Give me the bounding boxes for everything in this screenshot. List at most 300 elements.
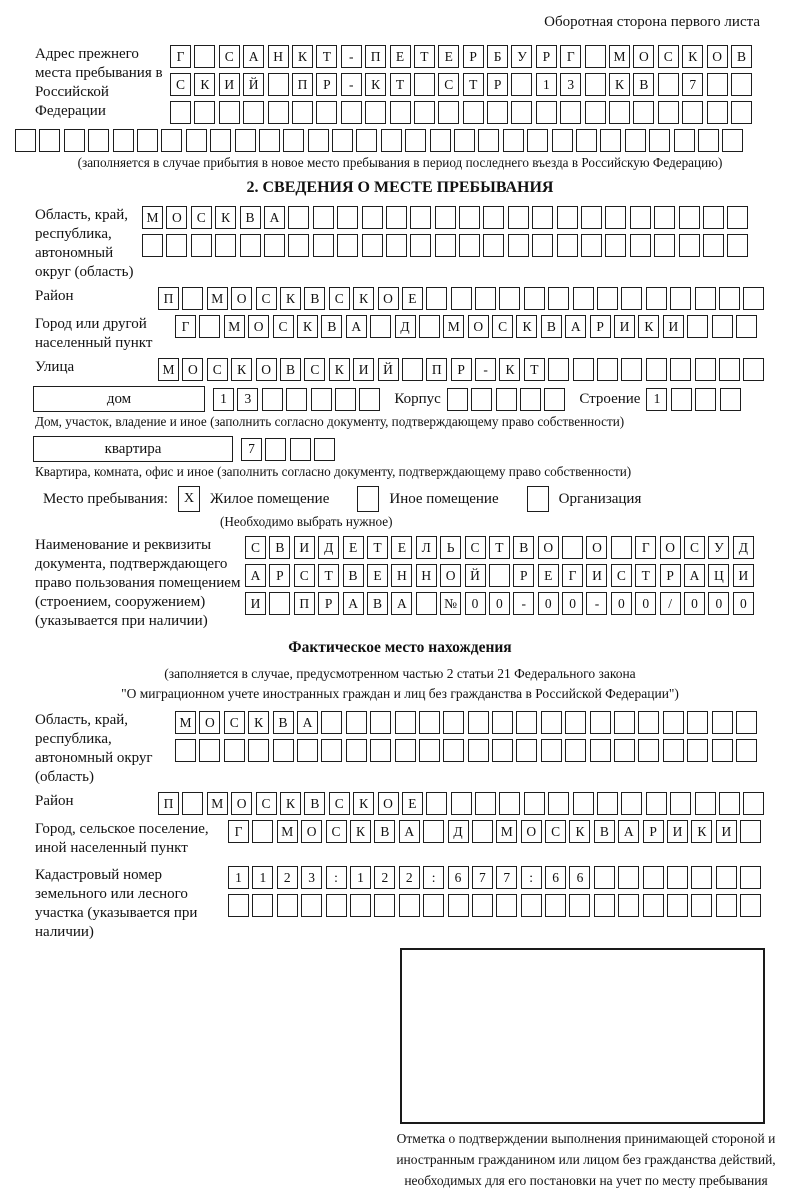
char-cell [548,287,569,310]
fact-location-caption [8,664,792,704]
prev-address-row-1 [170,45,752,68]
char-cell [703,206,724,229]
char-cell [719,792,740,815]
char-cell [716,866,737,889]
char-cell: О [199,711,220,734]
field-oblast-2 [8,711,792,787]
char-cell [350,894,371,917]
char-cell [269,592,290,615]
char-cell [667,866,688,889]
char-cell: А [343,592,364,615]
char-cell: К [350,820,371,843]
char-cell: Д [395,315,416,338]
char-cell: Н [391,564,412,587]
char-cell: А [684,564,705,587]
char-cell [224,739,245,762]
char-cell [707,73,728,96]
char-cell [625,129,646,152]
char-cell [674,129,695,152]
dom-box-label: дом [33,386,205,412]
char-cell: О [633,45,654,68]
char-cell: Д [733,536,754,559]
char-cell [39,129,60,152]
char-cell [182,287,203,310]
char-cell: О [166,206,187,229]
char-cell: К [353,287,374,310]
oblast2-label: Область, край, республика, автономный округ (область) [35,712,153,785]
char-cell: 3 [237,388,258,411]
char-cell: Л [416,536,437,559]
char-cell [228,894,249,917]
char-cell: О [301,820,322,843]
gorod-row [175,315,757,338]
char-cell [720,388,741,411]
char-cell [386,234,407,257]
ulitsa-row [158,358,764,381]
char-cell [565,739,586,762]
char-cell: 0 [684,592,705,615]
char-cell [524,287,545,310]
char-cell: Р [269,564,290,587]
char-cell: Р [451,358,472,381]
char-cell: О [231,287,252,310]
char-cell: Е [538,564,559,587]
char-cell [740,866,761,889]
field-kadastr [8,866,792,942]
char-cell [496,894,517,917]
char-cell [605,206,626,229]
char-cell: 3 [560,73,581,96]
char-cell: С [191,206,212,229]
char-cell: Р [660,564,681,587]
char-cell: Й [378,358,399,381]
field-prev-address [8,45,792,124]
char-cell [527,129,548,152]
char-cell [597,287,618,310]
char-cell: К [365,73,386,96]
oblast-label: Область, край, республика, автономный округ (область) [35,207,134,280]
char-cell: В [280,358,301,381]
char-cell [142,234,163,257]
char-cell [581,206,602,229]
char-cell [286,388,307,411]
char-cell [463,101,484,124]
char-cell: А [243,45,264,68]
char-cell: 0 [635,592,656,615]
char-cell: Т [390,73,411,96]
char-cell [646,287,667,310]
char-cell: О [586,536,607,559]
char-cell: С [465,536,486,559]
char-cell: К [248,711,269,734]
char-cell [313,206,334,229]
char-cell [614,739,635,762]
char-cell [448,894,469,917]
char-cell [277,894,298,917]
char-cell: С [329,792,350,815]
char-cell: Р [536,45,557,68]
char-cell: Р [643,820,664,843]
char-cell [199,315,220,338]
char-cell [219,101,240,124]
char-cell: 7 [241,438,262,461]
char-cell [487,101,508,124]
char-cell [459,234,480,257]
char-cell [248,739,269,762]
char-cell: Ц [708,564,729,587]
char-cell: Р [316,73,337,96]
char-cell: С [256,792,277,815]
char-cell [489,564,510,587]
char-cell [191,234,212,257]
char-cell [301,894,322,917]
char-cell [743,358,764,381]
char-cell [492,739,513,762]
char-cell: С [224,711,245,734]
char-cell [186,129,207,152]
char-cell [496,388,517,411]
char-cell [679,234,700,257]
char-cell: 2 [277,866,298,889]
char-cell [679,206,700,229]
char-cell [618,894,639,917]
option-inoe-label: Иное помещение [389,490,499,507]
char-cell [638,739,659,762]
char-cell [443,739,464,762]
char-cell: К [682,45,703,68]
char-cell [516,739,537,762]
char-cell: Г [562,564,583,587]
fact-caption-line2: "О миграционном учете иностранных граждан и лиц без гражданства в Российской Федерации") [121,686,679,701]
korpus-label: Корпус [394,390,441,407]
char-cell [594,866,615,889]
char-cell: / [660,592,681,615]
char-cell: К [280,792,301,815]
char-cell [727,206,748,229]
char-cell [478,129,499,152]
char-cell: П [365,45,386,68]
char-cell: В [541,315,562,338]
char-cell [451,792,472,815]
char-cell: М [224,315,245,338]
char-cell [670,792,691,815]
char-cell: К [297,315,318,338]
char-cell [682,101,703,124]
stroenie-label: Строение [579,390,641,407]
char-cell [695,792,716,815]
char-cell: 2 [399,866,420,889]
char-cell: В [321,315,342,338]
char-cell [621,287,642,310]
char-cell: И [733,564,754,587]
char-cell: Г [175,315,196,338]
char-cell: А [297,711,318,734]
char-cell [454,129,475,152]
char-cell: С [611,564,632,587]
field-gorod [8,315,792,353]
char-cell: О [256,358,277,381]
char-cell: М [142,206,163,229]
char-cell [175,739,196,762]
char-cell [646,358,667,381]
char-cell: 6 [545,866,566,889]
char-cell [691,866,712,889]
char-cell [541,711,562,734]
char-cell: К [231,358,252,381]
char-cell [516,711,537,734]
field-ulitsa [8,358,792,381]
char-cell [166,234,187,257]
char-cell: С [273,315,294,338]
char-cell [569,894,590,917]
char-cell: И [219,73,240,96]
char-cell [687,315,708,338]
kvartira-caption: Квартира, комната, офис и иное (заполнить согласно документу, подтверждающему право собственности) [35,464,632,479]
char-cell: Т [635,564,656,587]
char-cell [332,129,353,152]
char-cell [524,792,545,815]
char-cell [691,894,712,917]
char-cell [426,792,447,815]
char-cell: А [399,820,420,843]
char-cell [314,438,335,461]
char-cell: А [346,315,367,338]
char-cell [649,129,670,152]
char-cell [552,129,573,152]
char-cell [321,739,342,762]
field-oblast [8,206,792,282]
char-cell: Р [590,315,611,338]
char-cell: О [378,287,399,310]
raion2-label: Район [35,793,74,809]
char-cell: Е [438,45,459,68]
char-cell [731,101,752,124]
char-cell [194,45,215,68]
char-cell: И [716,820,737,843]
char-cell: С [658,45,679,68]
char-cell [614,711,635,734]
char-cell [712,711,733,734]
char-cell [419,739,440,762]
ulitsa-label: Улица [35,359,75,375]
char-cell: К [280,287,301,310]
char-cell [560,101,581,124]
fact-caption-line1: (заполняется в случае, предусмотренном частью 2 статьи 21 Федерального закона [164,666,636,681]
char-cell: К [353,792,374,815]
char-cell [562,536,583,559]
char-cell: П [158,792,179,815]
char-cell: И [667,820,688,843]
char-cell [508,234,529,257]
char-cell [113,129,134,152]
char-cell [297,739,318,762]
char-cell [288,206,309,229]
char-cell [362,206,383,229]
raion-label: Район [35,288,74,304]
char-cell [716,894,737,917]
gorod2-label: Город, сельское поселение, иной населенный пункт [35,821,209,856]
char-cell [252,894,273,917]
char-cell [536,101,557,124]
char-cell: 0 [538,592,559,615]
char-cell: О [468,315,489,338]
char-cell [423,820,444,843]
char-cell [581,234,602,257]
char-cell [337,206,358,229]
char-cell [618,866,639,889]
document-row-3 [245,592,754,615]
char-cell: Г [560,45,581,68]
char-cell [740,820,761,843]
char-cell: С [438,73,459,96]
char-cell [341,101,362,124]
char-cell [633,101,654,124]
char-cell: К [292,45,313,68]
char-cell: 0 [733,592,754,615]
char-cell: К [609,73,630,96]
char-cell [585,101,606,124]
char-cell [573,358,594,381]
char-cell [405,129,426,152]
char-cell: П [292,73,313,96]
char-cell: : [326,866,347,889]
char-cell [736,711,757,734]
char-cell [483,234,504,257]
char-cell [308,129,329,152]
char-cell [419,711,440,734]
char-cell: М [158,358,179,381]
char-cell: С [329,287,350,310]
gorod-label: Город или другой населенный пункт [35,316,153,351]
char-cell [273,739,294,762]
char-cell: И [294,536,315,559]
char-cell: О [521,820,542,843]
char-cell [557,234,578,257]
char-cell [573,792,594,815]
char-cell: Д [448,820,469,843]
char-cell [557,206,578,229]
char-cell: В [594,820,615,843]
char-cell [585,45,606,68]
char-cell [736,739,757,762]
char-cell [654,234,675,257]
char-cell [508,206,529,229]
char-cell [643,894,664,917]
char-cell: М [175,711,196,734]
char-cell [390,101,411,124]
field-raion-2 [8,792,792,815]
char-cell [727,234,748,257]
char-cell: П [426,358,447,381]
char-cell [670,287,691,310]
char-cell [170,101,191,124]
char-cell [370,711,391,734]
char-cell: - [475,358,496,381]
char-cell [609,101,630,124]
char-cell [475,287,496,310]
prev-address-label: Адрес прежнего места пребывания в Российской Федерации [35,46,163,119]
char-cell [499,792,520,815]
char-cell: 6 [448,866,469,889]
char-cell [736,315,757,338]
field-kvartira [33,436,792,462]
char-cell: - [341,45,362,68]
char-cell: В [343,564,364,587]
char-cell: Е [367,564,388,587]
char-cell [399,894,420,917]
char-cell: Г [228,820,249,843]
char-cell: М [277,820,298,843]
char-cell [311,388,332,411]
field-raion [8,287,792,310]
char-cell: 3 [301,866,322,889]
header-note: Оборотная сторона первого листа [544,14,760,30]
korpus-cells [447,388,566,411]
char-cell [426,287,447,310]
char-cell [414,73,435,96]
raion-row [158,287,764,310]
char-cell: - [586,592,607,615]
kadastr-row-1 [228,866,761,889]
char-cell: М [207,792,228,815]
char-cell: Б [487,45,508,68]
char-cell [262,388,283,411]
char-cell [654,206,675,229]
char-cell [194,101,215,124]
char-cell [370,315,391,338]
prev-address-row-2 [170,73,752,96]
char-cell [503,129,524,152]
char-cell [410,234,431,257]
mesto-label: Место пребывания: [43,490,168,507]
char-cell [621,358,642,381]
prev-address-row-3 [170,101,752,124]
checkbox-zhiloe-pomeshchenie: X [178,486,200,512]
char-cell [215,234,236,257]
char-cell: Е [402,792,423,815]
char-cell: В [240,206,261,229]
char-cell [414,101,435,124]
char-cell: 1 [228,866,249,889]
char-cell [646,792,667,815]
char-cell: К [569,820,590,843]
char-cell [161,129,182,152]
char-cell: Т [318,564,339,587]
char-cell: Р [487,73,508,96]
char-cell: А [245,564,266,587]
char-cell [395,711,416,734]
char-cell [337,234,358,257]
char-cell: У [708,536,729,559]
char-cell [265,438,286,461]
char-cell [698,129,719,152]
char-cell [395,739,416,762]
char-cell: В [273,711,294,734]
field-mesto-prebyvaniya [43,486,792,512]
prev-address-caption: (заполняется в случае прибытия в новое место пребывания в период последнего въезда в Российскую Федерацию) [77,155,723,170]
char-cell: Т [367,536,388,559]
char-cell [235,129,256,152]
char-cell: К [691,820,712,843]
char-cell: Н [416,564,437,587]
char-cell: А [565,315,586,338]
char-cell: - [513,592,534,615]
char-cell [544,388,565,411]
char-cell [290,438,311,461]
char-cell: О [707,45,728,68]
char-cell [663,739,684,762]
dom-caption: Дом, участок, владение и иное (заполнить согласно документу, подтверждающему право собственности) [35,414,625,429]
